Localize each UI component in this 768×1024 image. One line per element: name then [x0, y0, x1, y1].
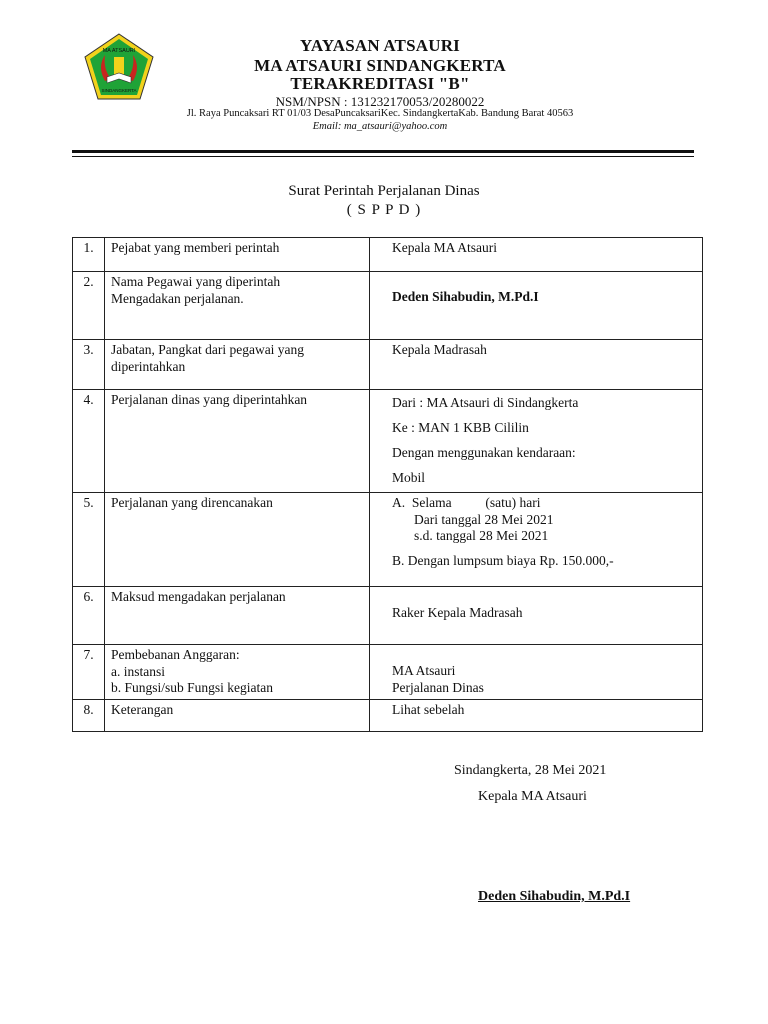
svg-text:SINDANGKERTA: SINDANGKERTA: [101, 88, 137, 93]
place-date: Sindangkerta, 28 Mei 2021: [454, 763, 607, 778]
document-title: Surat Perintah Perjalanan Dinas: [288, 183, 480, 199]
school-name: MA ATSAURI SINDANGKERTA: [254, 56, 506, 75]
header-rule-thick: [72, 150, 694, 153]
table-row: 1. Pejabat yang memberi perintah Kepala MA Atsauri: [73, 238, 703, 272]
sppd-table: [72, 237, 703, 732]
address: Jl. Raya Puncaksari RT 01/03 DesaPuncaksariKec. SindangkertaKab. Bandung Barat 40563: [186, 108, 574, 119]
table-row: 5. Perjalanan yang direncanakan A. Selama (satu) hari Dari tanggal 28 Mei 2021 s.d. tanggal 28 Mei 2021 B. Dengan lumpsum biaya Rp. 150.000,-: [73, 493, 703, 587]
foundation-name: YAYASAN ATSAURI: [299, 36, 460, 55]
header-rule-thin: [72, 156, 694, 157]
accreditation: TERAKREDITASI "B": [290, 74, 470, 93]
svg-text:MA ATSAURI: MA ATSAURI: [102, 48, 136, 54]
school-logo: [83, 33, 155, 101]
signatory-position: Kepala MA Atsauri: [478, 789, 587, 804]
table-row: 7. Pembebanan Anggaran: a. instansi b. Fungsi/sub Fungsi kegiatan MA Atsauri Perjalanan Dinas: [73, 645, 703, 700]
table-row: 3. Jabatan, Pangkat dari pegawai yang diperintahkan Kepala Madrasah: [73, 340, 703, 390]
table-row: 8. Keterangan Lihat sebelah: [73, 699, 703, 731]
table-row: 4. Perjalanan dinas yang diperintahkan Dari : MA Atsauri di Sindangkerta Ke : MAN 1 KBB Cililin Dengan menggunakan kendaraan: Mobil: [73, 390, 703, 493]
email: Email: ma_atsauri@yahoo.com: [312, 121, 448, 132]
table-row: 6. Maksud mengadakan perjalanan Raker Kepala Madrasah: [73, 587, 703, 645]
signatory-name: Deden Sihabudin, M.Pd.I: [478, 889, 631, 904]
nsm-npsn: NSM/NPSN : 131232170053/20280022: [275, 94, 485, 109]
table-row: 2. Nama Pegawai yang diperintah Mengadakan perjalanan. Deden Sihabudin, M.Pd.I: [73, 272, 703, 340]
document-subtitle: ( S P P D ): [346, 202, 422, 218]
